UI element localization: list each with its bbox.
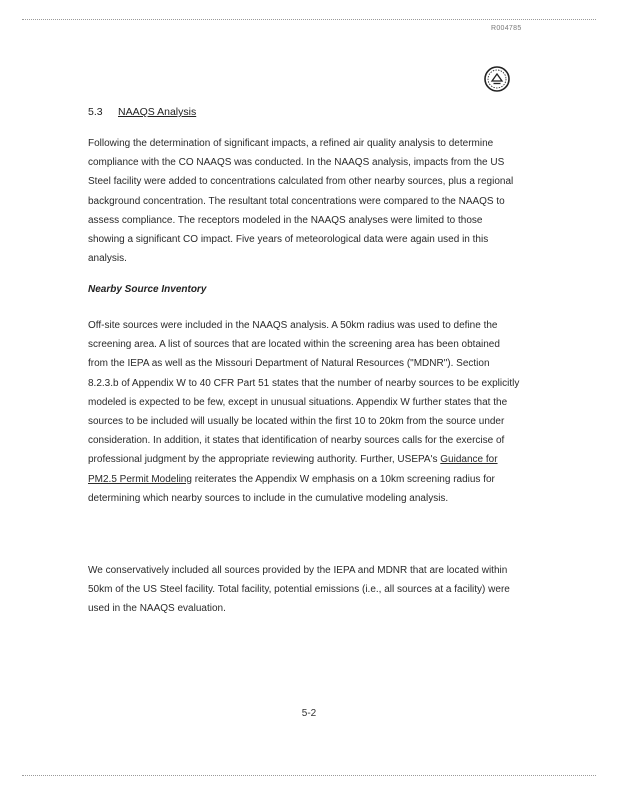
scan-border-bottom [22, 775, 596, 776]
nearby-source-inventory-heading: Nearby Source Inventory [88, 284, 207, 295]
paragraph-text: Off-site sources were included in the NAAQS analysis. A 50km radius was used to define the screening area. A list of sources that are located within the screening area has been obtained from the IEPA as well as the Missouri Department of Natural Resources ("MDNR"). Section 8.2.3.b of Appendix W to 40 CFR Part 51 states that the number of nearby sources to be explicitly modeled is expected to be few, except in unusual situations. Appendix W further states that the sources to be included will usually be located within the first 10 to 20km from the source under consideration. In addition, it states that identification of nearby sources calls for the exercise of professional judgment by the appropriate reviewing authority. Further, USEPA's [88, 320, 520, 466]
recycled-paper-logo [484, 66, 510, 92]
scan-border-top [22, 19, 596, 20]
paragraph-naaqs-analysis: Following the determination of significant impacts, a refined air quality analysis to determine compliance with the CO NAAQS was conducted. In the NAAQS analysis, impacts from the US Steel facility were added to concentrations calculated from other nearby sources, plus a regional background concentration. The resultant total concentrations were compared to the NAAQS to assess compliance. The receptors modeled in the NAAQS analyses were limited to those showing a significant CO impact. Five years of meteorological data were again used in this analysis. [88, 138, 514, 265]
section-title: NAAQS Analysis [118, 106, 197, 118]
paragraph-conservative-inclusion: We conservatively included all sources provided by the IEPA and MDNR that are located within 50km of the US Steel facility. Total facility, potential emissions (i.e., all sources at a facility) were used in the NAAQS evaluation. [88, 565, 510, 615]
document-id: R004785 [491, 25, 522, 32]
paragraph-nearby-sources [88, 316, 520, 508]
paragraph-text: reiterates the Appendix W emphasis on a 10km screening radius for determining which nearby sources to include in the cumulative modeling analysis. [88, 473, 495, 504]
guidance-title: Guidance for PM2.5 Permit Modeling [88, 454, 498, 485]
section-number: 5.3 [88, 106, 103, 118]
section-heading [88, 106, 196, 118]
page-number: 5-2 [301, 708, 317, 719]
